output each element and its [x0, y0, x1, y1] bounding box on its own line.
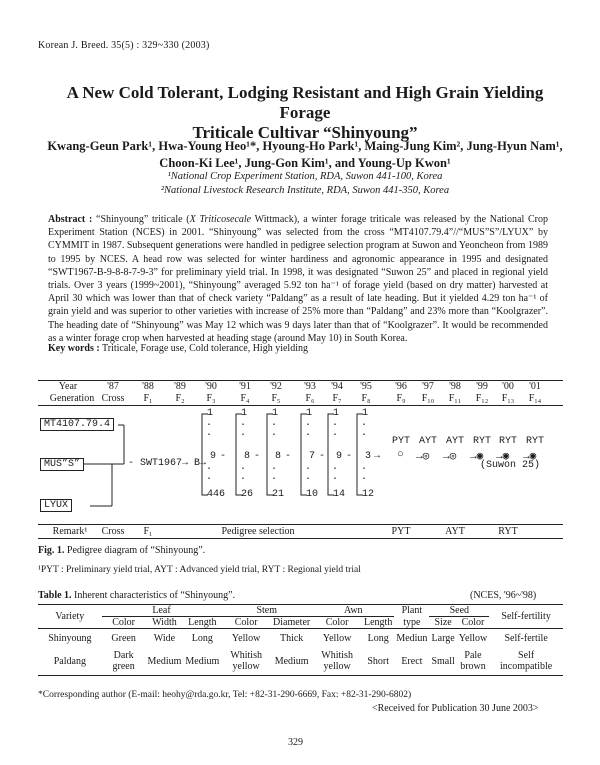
year-cell: '92: [270, 381, 282, 392]
arrow-icon: →: [374, 451, 381, 462]
remark-cell: PYT: [391, 526, 411, 537]
table-cell: Whitish yellow: [321, 650, 353, 673]
table-cell: Wide: [153, 632, 176, 644]
trial-symbol: →◎: [416, 451, 430, 463]
generation-cell: F₄: [240, 393, 250, 404]
table-cell: Short: [367, 655, 389, 667]
remark-cell: RYT: [498, 526, 518, 537]
year-cell: '01: [529, 381, 541, 392]
ellipsis-dot: .: [332, 428, 339, 439]
table-cell: Shinyoung: [48, 632, 92, 644]
selection-bottom-number: 12: [362, 489, 375, 500]
selection-bottom-number: 21: [272, 489, 285, 500]
selected-line-number: 3: [365, 451, 372, 462]
trial-symbol: ○: [397, 449, 404, 461]
table-sub-seed-color: Color: [461, 617, 485, 628]
table-header-self-fertility: Self-fertility: [501, 611, 551, 622]
table-cell: Yellow: [458, 632, 488, 644]
table-cell: Yellow: [231, 632, 261, 644]
table-sub-awn-color: Color: [325, 617, 349, 628]
trial-symbol: →◉: [496, 451, 510, 463]
table-header-plant: Plant: [401, 605, 423, 617]
ellipsis-dot: .: [361, 428, 368, 439]
table-header-stem: Stem: [221, 605, 312, 617]
year-cell: '95: [360, 381, 372, 392]
table-cell: Pale brown: [460, 650, 486, 673]
remark-cell: Cross: [101, 526, 125, 537]
table-header-row-1: [38, 605, 563, 617]
generation-cell: F₇: [332, 393, 342, 404]
year-cell: '94: [331, 381, 343, 392]
received-date: <Received for Publication 30 June 2003>: [372, 703, 539, 714]
figure-caption-label: Fig. 1.: [38, 545, 65, 556]
table-cell: Paldang: [53, 655, 86, 667]
table-cell: Medium: [185, 655, 220, 667]
table-header-variety: Variety: [55, 611, 85, 622]
ellipsis-dot: .: [305, 472, 312, 483]
table-sub-leaf-length: Length: [188, 617, 217, 628]
table-cell: Yellow: [322, 632, 352, 644]
ellipsis-dot: .: [361, 462, 368, 473]
abstract-text-2: Wittmack), a winter forage triticale was released by the National Crop Experiment Station (NCES) in 2001. “Shinyoung” was selected from the cross “MT4107.79.4”//“MUS”S”/LYUX” by CYMMIT in 1987. Subsequent generations were handled in pedigree selection program at Suwon and Yeoncheon from 1989 to 1995 by NCES. A head row was selected for winter hardiness and agronomic appearance in 1995 and designated “SWT1967-B-9-8-8-7-9-3” for preliminary yield trial. In 1998, it was designated “Suwon 25” and placed in regional yield trials. Over 3 years (1999~2001), “Shinyoung” averaged 5.92 ton ha⁻¹ of forage yield (based on dry matter) harvested at April 30 which was lower than that of check variety “Paldang” as a result of late heading. But it yielded 4.29 ton ha⁻¹ of grain yield and was superior to other varieties with increase of 25% more than “Paldang” and 23% more than “Koolgrazer”. The heading date of “Shinyoung” was May 12 which was 9 days later than that of “Koolgrazer”. It would be recommended as a winter forage crop when harvested at heading stage (around May 10) in South Korea.: [48, 214, 548, 344]
keywords-text: Triticale, Forage use, Cold tolerance, High yielding: [99, 343, 308, 354]
table-caption-text: Inherent characteristics of “Shinyoung”.: [71, 590, 236, 601]
suwon-25-label: (Suwon 25): [480, 460, 541, 471]
trial-symbol: →◎: [443, 451, 457, 463]
ellipsis-dot: .: [206, 418, 213, 429]
selected-line-number: 8: [244, 451, 251, 462]
ellipsis-dot: .: [240, 418, 247, 429]
abstract-label: Abstract :: [48, 214, 93, 225]
ellipsis-dot: .: [332, 462, 339, 473]
year-cell: '98: [449, 381, 461, 392]
table-header-row-2: [38, 617, 563, 629]
trial-label: AYT: [418, 436, 437, 447]
abstract-text-1: “Shinyoung” triticale (: [92, 214, 190, 225]
table-cell: Green: [111, 632, 136, 644]
year-cell: '00: [502, 381, 514, 392]
table-header-seed: Seed: [429, 605, 489, 617]
generation-cell: Cross: [101, 393, 125, 404]
generation-cell: F₁₂: [475, 393, 489, 404]
generation-cell: F₁₁: [448, 393, 462, 404]
table-cell: Medium: [274, 655, 309, 667]
generation-cell: F₁₀: [421, 393, 435, 404]
ellipsis-dot: .: [305, 462, 312, 473]
table-header-leaf: Leaf: [102, 605, 222, 617]
generation-cell: F₁₄: [528, 393, 542, 404]
journal-citation: Korean J. Breed. 35(5) : 329~330 (2003): [38, 40, 210, 51]
parent-lyux: LYUX: [40, 499, 72, 512]
table-cell: Dark green: [112, 650, 135, 673]
figure-caption-text: Pedigree diagram of “Shinyoung”.: [64, 545, 206, 556]
year-cell: '87: [107, 381, 119, 392]
generation-label: Generation: [49, 393, 95, 404]
generation-cell: F₁: [143, 393, 153, 404]
selection-top-number: 1: [207, 408, 214, 419]
table-row: [38, 629, 563, 648]
remark-cell: F₁: [143, 526, 153, 537]
ellipsis-dot: .: [240, 472, 247, 483]
affiliation-2: ²National Livestock Research Institute, RDA, Suwon 441-350, Korea: [160, 185, 450, 196]
year-cell: '91: [239, 381, 251, 392]
table-caption-label: Table 1.: [38, 590, 72, 601]
table-sub-plant-type: type: [403, 616, 421, 628]
table-row: [38, 648, 563, 676]
page-number: 329: [288, 737, 303, 748]
trial-symbol: →◉: [470, 451, 484, 463]
ellipsis-dot: .: [305, 428, 312, 439]
year-label: Year: [58, 381, 78, 392]
generation-cell: F₁₃: [501, 393, 515, 404]
dash-connector: -: [220, 451, 227, 462]
year-cell: '90: [205, 381, 217, 392]
characteristics-table: [38, 604, 563, 676]
ellipsis-dot: .: [240, 462, 247, 473]
remark-cell: Pedigree selection: [221, 526, 295, 537]
year-cell: '88: [142, 381, 154, 392]
selection-bottom-number: 10: [306, 489, 319, 500]
generation-cell: F₅: [271, 393, 281, 404]
table-cell: Whitish yellow: [230, 650, 262, 673]
year-cell: '89: [174, 381, 186, 392]
table-cell: Large: [431, 632, 455, 644]
dash-connector: -: [346, 451, 353, 462]
parent-mt4107: MT4107.79.4: [40, 418, 114, 431]
dash-connector: -: [285, 451, 292, 462]
ellipsis-dot: .: [206, 462, 213, 473]
table-caption: [38, 590, 235, 601]
trial-label: RYT: [525, 436, 544, 447]
table-cell: Small: [431, 655, 455, 667]
ellipsis-dot: .: [332, 418, 339, 429]
table-cell: Long: [367, 632, 389, 644]
remark-cell: AYT: [445, 526, 465, 537]
ellipsis-dot: .: [361, 418, 368, 429]
ellipsis-dot: .: [271, 462, 278, 473]
trial-label: AYT: [445, 436, 464, 447]
trial-label: PYT: [391, 436, 410, 447]
year-cell: '96: [395, 381, 407, 392]
selected-line-number: 8: [275, 451, 282, 462]
table-cell: Medium: [147, 655, 182, 667]
table-cell: Mediun: [396, 632, 428, 644]
title-line-1: A New Cold Tolerant, Lodging Resistant and High Grain Yielding Forage: [66, 83, 544, 122]
selected-line-number: 9: [210, 451, 217, 462]
selection-bottom-number: 446: [207, 489, 226, 500]
year-cell: '97: [422, 381, 434, 392]
ellipsis-dot: .: [271, 428, 278, 439]
remark-label: Remark¹: [52, 526, 88, 537]
selected-line-number: 9: [336, 451, 343, 462]
table-sub-stem-color: Color: [234, 617, 258, 628]
table-sub-seed-size: Size: [434, 617, 452, 628]
ellipsis-dot: .: [305, 418, 312, 429]
selection-bottom-number: 14: [333, 489, 346, 500]
trial-symbol: →◉: [523, 451, 537, 463]
selection-top-number: 1: [306, 408, 313, 419]
generation-cell: F₉: [396, 393, 406, 404]
title-line-2: Triticale Cultivar “Shinyoung”: [192, 123, 418, 142]
authors-line-2: Choon-Ki Lee¹, Jung-Gon Kim¹, and Young-Up Kwon¹: [159, 156, 451, 170]
table-sub-leaf-width: Width: [152, 617, 177, 628]
ellipsis-dot: .: [206, 472, 213, 483]
table-sub-leaf-color: Color: [112, 617, 135, 628]
selection-top-number: 1: [362, 408, 369, 419]
parent-mus-s: MUS”S”: [40, 458, 84, 471]
table-sub-awn-length: Length: [364, 617, 393, 628]
cross-code: - SWT1967→ B→: [128, 458, 207, 469]
figure-footnote: ¹PYT : Preliminary yield trial, AYT : Advanced yield trial, RYT : Regional yield trial: [38, 565, 361, 575]
abstract-scientific-name: X Triticosecale: [189, 214, 252, 225]
table-cell: Self incompatible: [500, 650, 553, 673]
ellipsis-dot: .: [271, 418, 278, 429]
table-cell: Erect: [401, 655, 423, 667]
generation-cell: F₆: [305, 393, 315, 404]
table-header-awn: Awn: [312, 605, 394, 617]
keywords-label: Key words :: [48, 343, 100, 354]
trial-label: RYT: [472, 436, 491, 447]
table-source: (NCES, '96~'98): [470, 590, 537, 601]
dash-connector: -: [254, 451, 261, 462]
generation-cell: F₂: [175, 393, 185, 404]
ellipsis-dot: .: [240, 428, 247, 439]
figure-caption: [38, 545, 205, 556]
table-sub-stem-diameter: Diameter: [273, 617, 311, 628]
table-cell: Self-fertile: [504, 632, 548, 644]
table-cell: Thick: [279, 632, 304, 644]
generation-cell: F₃: [206, 393, 216, 404]
affiliation-1: ¹National Crop Experiment Station, RDA, Suwon 441-100, Korea: [167, 171, 443, 182]
table-cell: Long: [191, 632, 213, 644]
trial-label: RYT: [498, 436, 517, 447]
ellipsis-dot: .: [332, 472, 339, 483]
selection-bottom-number: 26: [241, 489, 254, 500]
corresponding-author: *Corresponding author (E-mail: heohy@rda.go.kr, Tel: +82-31-290-6669, Fax: +82-31-290-6802): [38, 690, 412, 700]
ellipsis-dot: .: [361, 472, 368, 483]
figure-remark-row: [0, 526, 600, 538]
year-cell: '93: [304, 381, 316, 392]
ellipsis-dot: .: [271, 472, 278, 483]
year-cell: '99: [476, 381, 488, 392]
selection-top-number: 1: [241, 408, 248, 419]
dash-connector: -: [319, 451, 326, 462]
ellipsis-dot: .: [206, 428, 213, 439]
authors-line-1: Kwang-Geun Park¹, Hwa-Young Heo¹*, Hyoung-Ho Park¹, Maing-Jung Kim², Jung-Hyun Nam¹,: [47, 139, 563, 153]
generation-cell: F₈: [361, 393, 371, 404]
selection-top-number: 1: [333, 408, 340, 419]
selection-top-number: 1: [272, 408, 279, 419]
selected-line-number: 7: [309, 451, 316, 462]
